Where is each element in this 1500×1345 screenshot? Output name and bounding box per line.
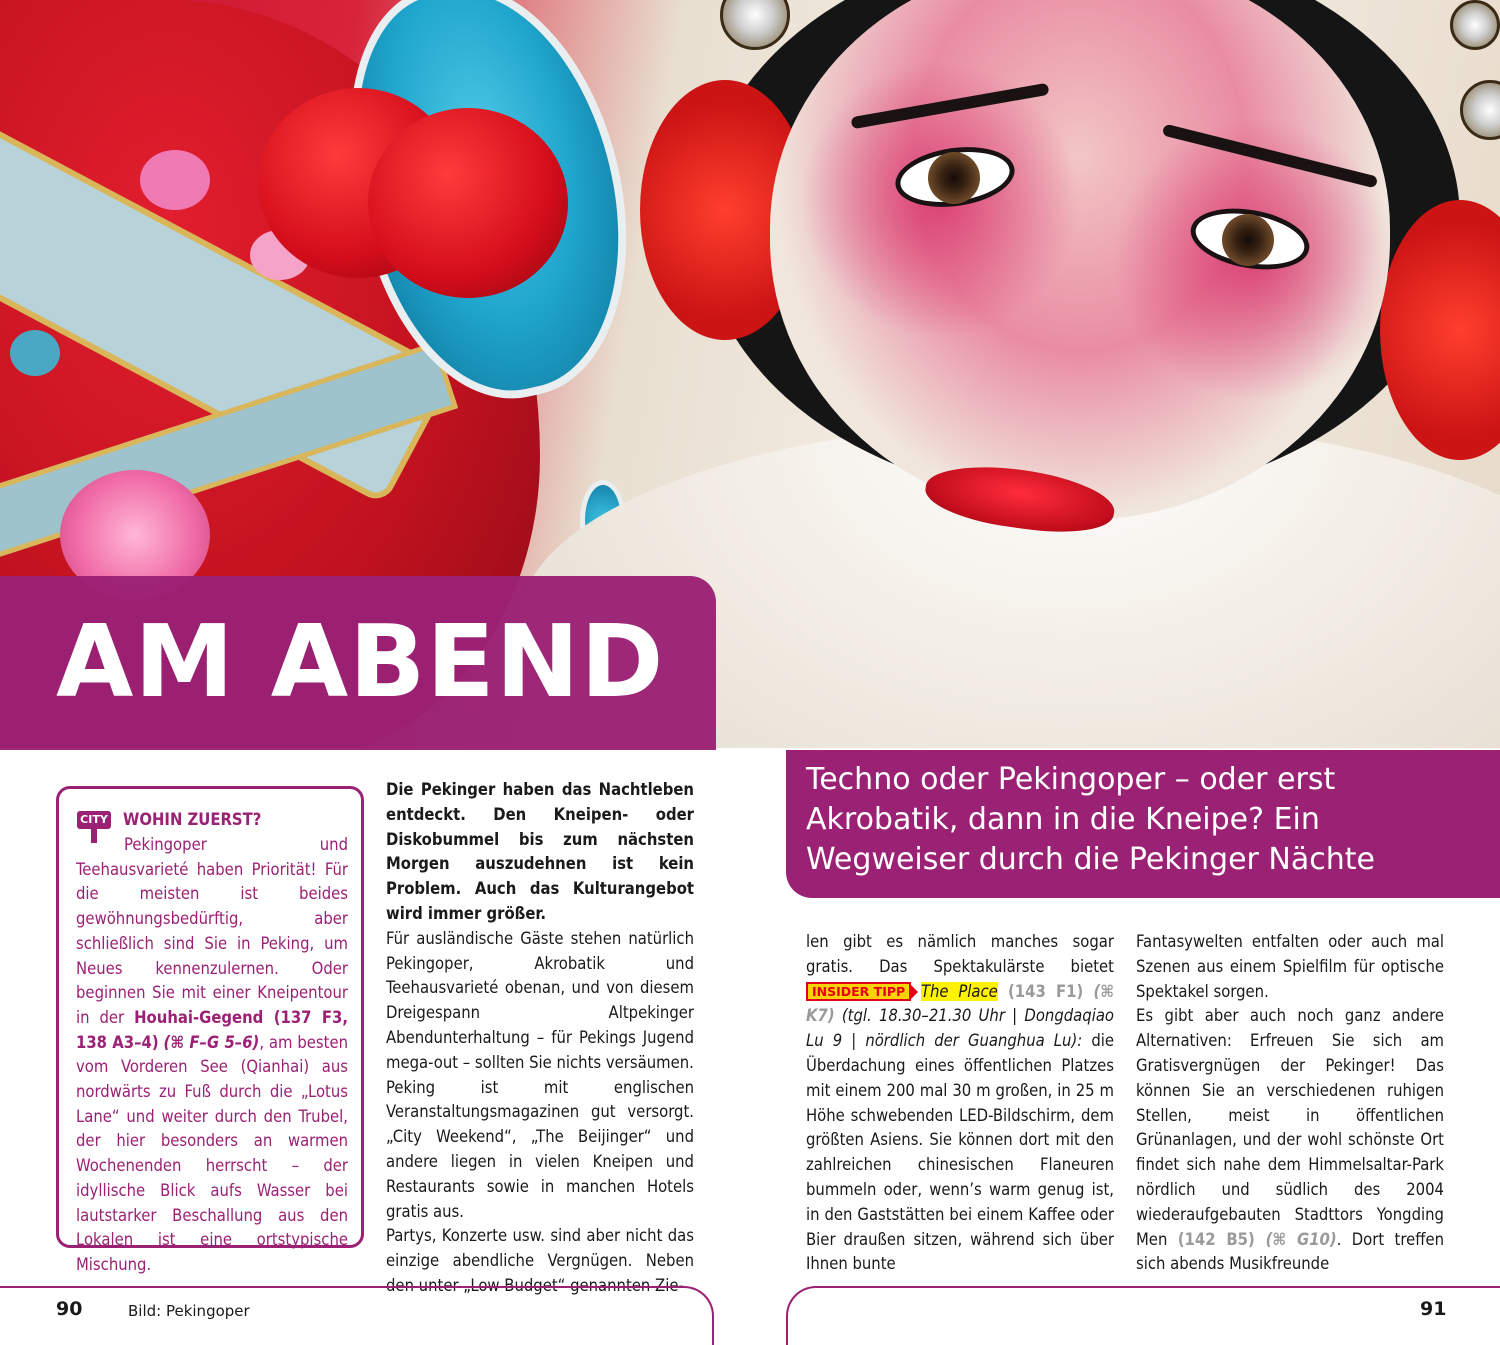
info-box-text-2: , am besten vom Vorderen See (Qianhai) aus nordwärts zu Fuß durch die „Lotus Lane“ und weiter durch den Trubel, der hier besonders an warmen Wochenenden herrscht – der idyllische Blick aufs Wasser bei lautstarker Beschallung aus den Lokalen ist eine ortstypische Mischung. [76,1032,349,1274]
map-ref-icon-ref: (⌘ G10) [1254,1229,1337,1249]
column-3 [806,930,1114,1277]
column-3-paragraph [806,930,1114,1277]
column-3-text: die Überdachung eines öffentlichen Platzes mit einem 200 mal 30 m großen, in 25 m Höhe schwebenden LED-Bildschirm, dem größten Asiens. Sie können dort mit den zahlreichen chinesischen Flaneuren bummeln oder, wenn’s warm genug ist, in den Gaststätten bei einem Kaffee oder Bier draußen sitzen, während sich über Ihnen bunte [806,1031,1115,1274]
info-box-text-1: Pekingoper und Teehausvarieté haben Priorität! Für die meisten ist beides gewöhnungsbedürftig, aber schließlich sind Sie in Peking, um Neues kennenzulernen. Oder beginnen Sie mit einer Kneipentour in der [76,835,348,1027]
insider-label: INSIDER [812,983,870,999]
footer-rule-left [0,1286,714,1345]
page-title: AM ABEND [56,603,665,720]
info-box-wohin-zuerst [56,786,364,1274]
intro-paragraph: Für ausländische Gäste stehen natürlich Pekingoper, Akrobatik und Teehausvarieté obenan, und von diesem Dreigespann Altpekinger Abendunterhaltung – für Pekings Jugend mega-out – sollten Sie nichts versäumen. [386,928,694,1072]
image-caption: Bild: Pekingoper [128,1302,250,1320]
place-details: (tgl. 18.30–21.30 Uhr | Dongdaqiao Lu 9 | nördlich der Guanghua Lu): [806,1006,1114,1051]
info-box-location: Houhai-Gegend (137 F3, 138 A3–4) [76,1007,348,1052]
intro-paragraph: Peking ist mit englischen Veranstaltungsmagazinen gut versorgt. „City Weekend“, „The Beijinger“ und andere liegen in vielen Kneipen und Restaurants sowie in manchen Hotels gratis aus. [386,1077,694,1221]
tipp-label: TIPP [873,983,906,999]
embroidered-flower [140,150,210,210]
insider-tipp-badge [806,982,911,1001]
map-ref: (143 F1) [997,981,1094,1001]
place-name: The Place [920,981,998,1001]
intro-lead: Die Pekinger haben das Nachtleben entdeckt. Den Kneipen- oder Diskobummel bis zum nächsten Morgen auszudehnen ist kein Problem. Auch das Kulturangebot wird immer größer. [386,780,694,923]
iris [928,152,980,204]
city-badge-label: CITY [77,811,111,829]
red-pompom [368,108,568,298]
info-box-heading: WOHIN ZUERST? [123,810,262,829]
page-number-left: 90 [56,1298,83,1320]
info-box-map-ref: (⌘ F–G 5–6) [163,1032,260,1052]
map-ref: (142 B5) [1177,1229,1255,1249]
headdress-jewel [1450,0,1500,50]
page-number-right: 91 [1420,1298,1447,1320]
intro-paragraph: Partys, Konzerte usw. sind aber nicht das einzige abendliche Vergnügen. Neben den unter „Low Budget“ genannten Zie- [386,1226,694,1295]
headdress-jewel [1460,80,1500,140]
column-4-paragraph [1136,1004,1444,1277]
column-4-paragraph: Fantasywelten entfalten oder auch mal Szenen aus einem Spielfilm für optische Spektakel sorgen. [1136,932,1444,1001]
column-3-text: len gibt es nämlich manches sogar gratis. Das Spektakulärste bietet [806,932,1114,976]
iris [1222,214,1274,266]
page-subtitle: Techno oder Pekingoper – oder erst Akrobatik, dann in die Kneipe? Ein Wegweiser durch die Pekinger Nächte [806,762,1375,877]
column-4-text: Es gibt aber auch noch ganz andere Alternativen: Erfreuen Sie sich am Gratisvergnügen der Pekinger! Das können Sie an verschiedenen ruhigen Stellen, meist in öffentlichen Grünanlagen, und der wohl schönste Ort findet sich nahe dem Himmelsaltar-Park nördlich und südlich des 2004 wiederaufgebauten Stadttors Yongding Men [1136,1006,1444,1249]
info-box-text [76,833,348,1278]
map-ref-icon-ref: (⌘ K7) [806,981,1114,1026]
column-4 [1136,930,1444,1277]
embroidered-leaf [10,330,60,376]
column-4-text: . Dort treffen sich abends Musikfreunde [1136,1229,1445,1274]
headdress-jewel [720,0,790,50]
footer-rule-right [786,1286,1500,1345]
column-intro [386,778,694,1299]
